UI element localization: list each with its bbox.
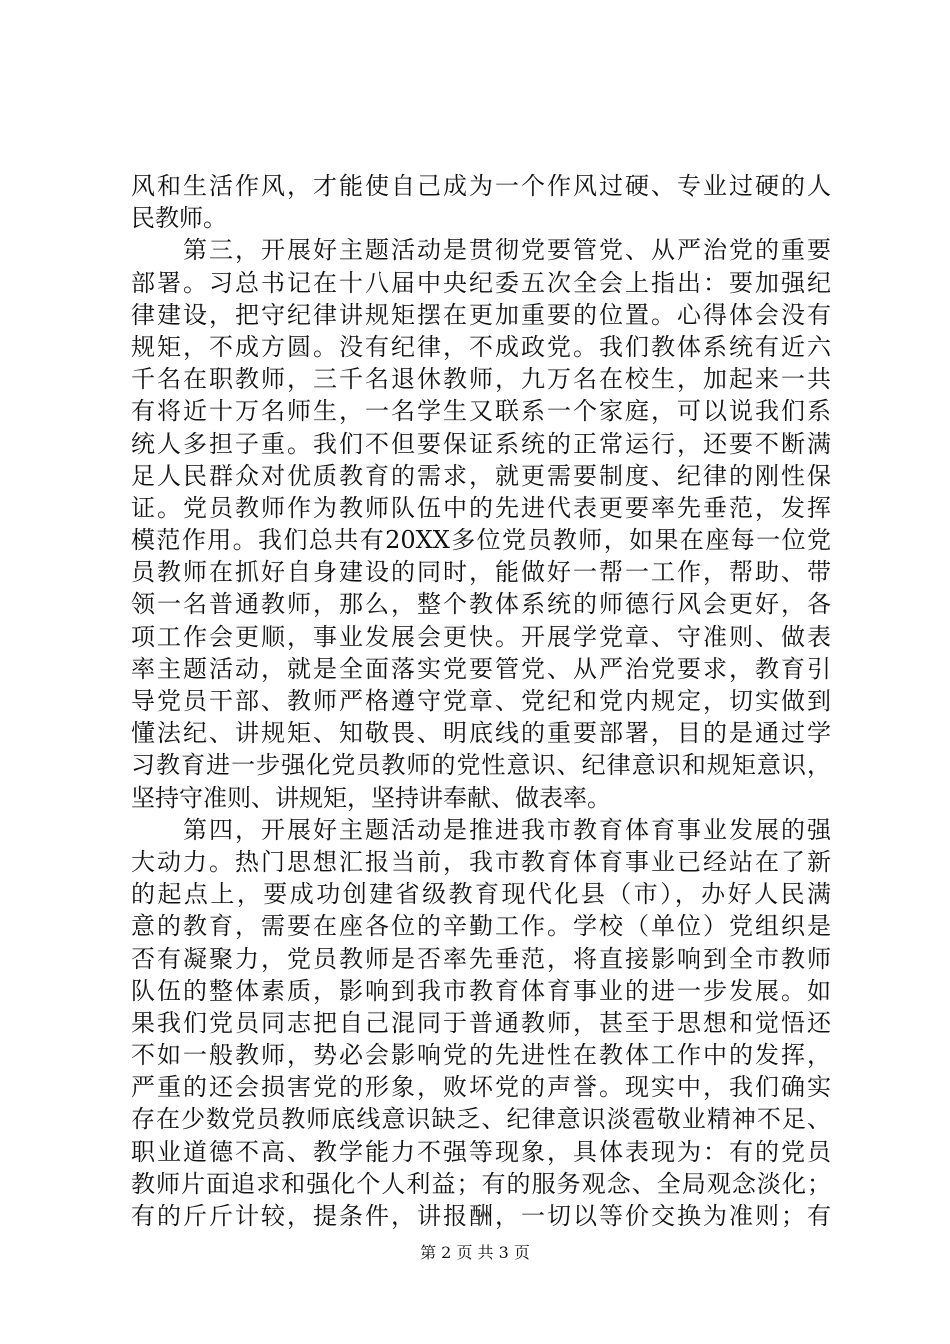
text-line: 大动力。热门思想汇报当前，我市教育体育事业已经站在了新 [131, 847, 831, 876]
text-line: 教师片面追求和强化个人利益；有的服务观念、全局观念淡化； [131, 1169, 831, 1198]
text-line: 否有凝聚力，党员教师是否率先垂范，将直接影响到全市教师 [131, 944, 831, 973]
text-line: 统人多担子重。我们不但要保证系统的正常运行，还要不断满 [131, 429, 831, 458]
text-line: 规矩，不成方圆。没有纪律，不成政党。我们教体系统有近六 [131, 332, 831, 361]
text-line: 员教师在抓好自身建设的同时，能做好一帮一工作，帮助、带 [131, 558, 831, 587]
text-line: 证。党员教师作为教师队伍中的先进代表更要率先垂范，发挥 [131, 493, 831, 522]
body-text [131, 170, 831, 1232]
text-line: 坚持守准则、讲规矩，坚持讲奉献、做表率。 [131, 783, 611, 812]
page-number-footer: 第 2 页 共 3 页 [420, 1243, 530, 1262]
text-line: 的起点上，要成功创建省级教育现代化县（市），办好人民满 [131, 880, 831, 909]
text-line: 不如一般教师，势必会影响党的先进性在教体工作中的发挥， [131, 1041, 831, 1070]
text-line: 第三，开展好主题活动是贯彻党要管党、从严治党的重要 [131, 236, 831, 265]
text-line: 第四，开展好主题活动是推进我市教育体育事业发展的强 [131, 815, 831, 844]
text-line: 领一名普通教师，那么，整个教体系统的师德行风会更好，各 [131, 590, 831, 619]
text-line: 千名在职教师，三千名退休教师，九万名在校生，加起来一共 [131, 365, 831, 394]
text-line: 严重的还会损害党的形象，败坏党的声誉。现实中，我们确实 [131, 1073, 831, 1102]
text-line: 果我们党员同志把自己混同于普通教师，甚至于思想和觉悟还 [131, 1008, 831, 1037]
text-line: 率主题活动，就是全面落实党要管党、从严治党要求，教育引 [131, 654, 831, 683]
text-line: 意的教育，需要在座各位的辛勤工作。学校（单位）党组织是 [131, 912, 831, 941]
text-line: 部署。习总书记在十八届中央纪委五次全会上指出：要加强纪 [131, 268, 831, 297]
text-line: 习教育进一步强化党员教师的党性意识、纪律意识和规矩意识， [131, 751, 831, 780]
text-line: 模范作用。我们总共有20XX多位党员教师，如果在座每一位党 [131, 526, 831, 555]
text-line: 有的斤斤计较，提条件，讲报酬，一切以等价交换为准则；有 [131, 1202, 831, 1230]
text-line: 项工作会更顺，事业发展会更快。开展学党章、守准则、做表 [131, 622, 831, 651]
text-line: 队伍的整体素质，影响到我市教育体育事业的进一步发展。如 [131, 976, 831, 1005]
text-line: 导党员干部、教师严格遵守党章、党纪和党内规定，切实做到 [131, 687, 831, 715]
text-line: 职业道德不高、教学能力不强等现象，具体表现为：有的党员 [131, 1137, 831, 1166]
text-line: 懂法纪、讲规矩、知敬畏、明底线的重要部署，目的是通过学 [131, 719, 831, 748]
text-line: 足人民群众对优质教育的需求，就更需要制度、纪律的刚性保 [131, 461, 831, 490]
text-line: 民教师。 [131, 204, 227, 233]
text-line: 有将近十万名师生，一名学生又联系一个家庭，可以说我们系 [131, 397, 831, 426]
text-line: 风和生活作风，才能使自己成为一个作风过硬、专业过硬的人 [131, 172, 831, 200]
text-line: 律建设，把守纪律讲规矩摆在更加重要的位置。心得体会没有 [131, 300, 831, 329]
text-line: 存在少数党员教师底线意识缺乏、纪律意识淡雹敬业精神不足、 [131, 1105, 831, 1134]
